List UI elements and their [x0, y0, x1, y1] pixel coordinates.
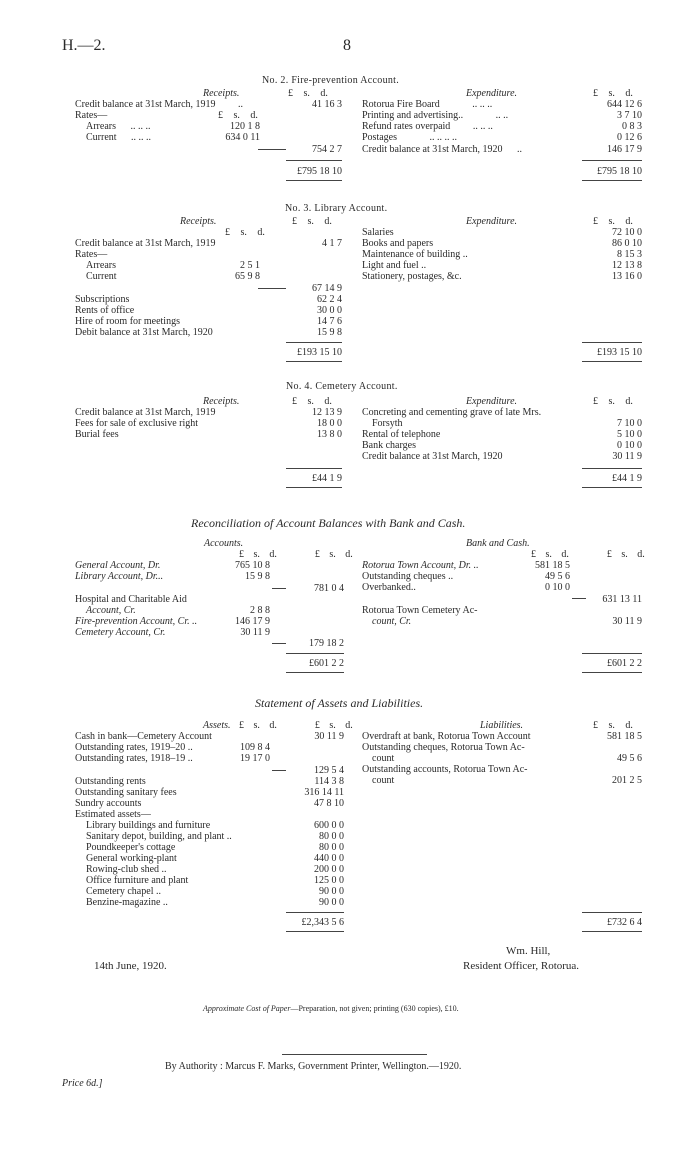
total: £732 6 4 — [607, 917, 642, 928]
total: £193 15 10 — [297, 347, 342, 358]
divider — [582, 931, 642, 932]
fire-cols-left: £ s. d. — [288, 88, 328, 99]
amount: 120 1 8 — [230, 121, 260, 132]
list-item: Outstanding accounts, Rotorua Town Ac- — [362, 764, 528, 775]
list-item: Maintenance of building .. — [362, 249, 468, 260]
list-item: Rental of telephone — [362, 429, 441, 440]
list-item: Rotorua Town Cemetery Ac- — [362, 605, 478, 616]
library-cols-right: £ s. d. — [593, 216, 633, 227]
divider — [286, 653, 344, 654]
amount: 90 0 0 — [319, 886, 344, 897]
document-code: H.—2. — [62, 37, 106, 54]
list-item: Hire of room for meetings — [75, 316, 180, 327]
list-item: Rowing-club shed .. — [86, 864, 167, 875]
list-item: Forsyth — [372, 418, 403, 429]
amount: 49 5 6 — [617, 753, 642, 764]
amount: 72 10 0 — [612, 227, 642, 238]
total: £795 18 10 — [597, 166, 642, 177]
assets-cols-right: £ s. d. — [593, 720, 633, 731]
list-item: Books and papers — [362, 238, 434, 249]
amount: 109 8 4 — [240, 742, 270, 753]
divider — [582, 672, 642, 673]
amount: 14 7 6 — [317, 316, 342, 327]
list-item: Sundry accounts — [75, 798, 142, 809]
amount: 8 15 3 — [617, 249, 642, 260]
divider — [286, 361, 342, 362]
amount: 201 2 5 — [612, 775, 642, 786]
amount: 129 5 4 — [314, 765, 344, 776]
cemetery-cols-left: £ s. d. — [292, 396, 332, 407]
amount: 12 13 9 — [312, 407, 342, 418]
list-item: Current — [86, 271, 117, 282]
list-item: General working-plant — [86, 853, 177, 864]
divider — [286, 160, 342, 161]
library-expenditure-heading: Expenditure. — [466, 216, 518, 227]
list-item: Outstanding rates, 1919–20 .. — [75, 742, 193, 753]
list-item: count, Cr. — [372, 616, 412, 627]
list-item: General Account, Dr. — [75, 560, 161, 571]
price: Price 6d.] — [62, 1078, 103, 1089]
list-item: Credit balance at 31st March, 1920 — [362, 451, 503, 462]
list-item: Rents of office — [75, 305, 135, 316]
total: £795 18 10 — [297, 166, 342, 177]
divider — [582, 180, 642, 181]
amount: 2 8 8 — [250, 605, 270, 616]
amount: 0 8 3 — [622, 121, 642, 132]
amount: 15 9 8 — [245, 571, 270, 582]
list-item: Arrears — [86, 260, 116, 271]
amount: 125 0 0 — [314, 875, 344, 886]
amount: 65 9 8 — [235, 271, 260, 282]
divider — [286, 912, 344, 913]
amount: 0 10 0 — [617, 440, 642, 451]
list-item: count — [372, 753, 395, 764]
list-item: Fire-prevention Account, Cr. .. — [75, 616, 198, 627]
fire-title: No. 2. Fire-prevention Account. — [262, 75, 400, 86]
total: £2,343 5 6 — [301, 917, 344, 928]
list-item: Outstanding cheques .. — [362, 571, 454, 582]
divider — [582, 653, 642, 654]
list-item: Bank charges — [362, 440, 416, 451]
library-subcols: £ s. d. — [225, 227, 265, 238]
amount: 18 0 0 — [317, 418, 342, 429]
divider — [286, 180, 342, 181]
list-item: Rates— — [75, 249, 108, 260]
list-item: Hospital and Charitable Aid — [75, 594, 187, 605]
divider — [286, 342, 342, 343]
divider — [286, 468, 342, 469]
amount: 4 1 7 — [322, 238, 342, 249]
list-item: Salaries — [362, 227, 394, 238]
amount: 90 0 0 — [319, 897, 344, 908]
list-item: Credit balance at 31st March, 1920 .. — [362, 144, 523, 155]
list-item: Debit balance at 31st March, 1920 — [75, 327, 213, 338]
amount: 30 11 9 — [612, 451, 642, 462]
total: £193 15 10 — [597, 347, 642, 358]
amount: 15 9 8 — [317, 327, 342, 338]
amount: 47 8 10 — [314, 798, 344, 809]
amount: 5 10 0 — [617, 429, 642, 440]
amount: 67 14 9 — [312, 283, 342, 294]
list-item: Credit balance at 31st March, 1919 — [75, 407, 216, 418]
divider — [282, 1054, 427, 1055]
recon-bank-heading: Bank and Cash. — [466, 538, 530, 549]
library-cols-left: £ s. d. — [292, 216, 332, 227]
amount: 644 12 6 — [607, 99, 642, 110]
divider — [286, 931, 344, 932]
list-item: Sanitary depot, building, and plant .. — [86, 831, 232, 842]
list-item: Printing and advertising.. .. .. — [362, 110, 509, 121]
list-item: Account, Cr. — [86, 605, 136, 616]
recon-cols-left: £ s. d. £ s. d. — [239, 549, 353, 560]
amount: 62 2 4 — [317, 294, 342, 305]
amount: 581 18 5 — [607, 731, 642, 742]
amount: 0 12 6 — [617, 132, 642, 143]
total: £601 2 2 — [309, 658, 344, 669]
total: £44 1 9 — [612, 473, 642, 484]
list-item: Outstanding rates, 1918–19 .. — [75, 753, 193, 764]
cemetery-expenditure-heading: Expenditure. — [466, 396, 518, 407]
amount: 581 18 5 — [535, 560, 570, 571]
amount: 179 18 2 — [309, 638, 344, 649]
amount: 754 2 7 — [312, 144, 342, 155]
signature-date: 14th June, 1920. — [94, 960, 167, 972]
fire-cols-right: £ s. d. — [593, 88, 633, 99]
amount: 0 10 0 — [545, 582, 570, 593]
list-item: Stationery, postages, &c. — [362, 271, 462, 282]
amount: 440 0 0 — [314, 853, 344, 864]
cemetery-title: No. 4. Cemetery Account. — [286, 381, 398, 392]
list-item: Credit balance at 31st March, 1919 — [75, 238, 216, 249]
recon-accounts-heading: Accounts. — [204, 538, 244, 549]
amount: 41 16 3 — [312, 99, 342, 110]
list-item: Light and fuel .. — [362, 260, 427, 271]
list-item: Overdraft at bank, Rotorua Town Account — [362, 731, 531, 742]
list-item: Poundkeeper's cottage — [86, 842, 176, 853]
list-item: Outstanding cheques, Rotorua Town Ac- — [362, 742, 525, 753]
amount: 316 14 11 — [304, 787, 344, 798]
list-item: Rates— — [75, 110, 108, 121]
list-item: Outstanding rents — [75, 776, 146, 787]
amount: 30 11 9 — [612, 616, 642, 627]
fire-expenditure-heading: Expenditure. — [466, 88, 518, 99]
divider — [582, 361, 642, 362]
list-item: Overbanked.. — [362, 582, 416, 593]
amount: 19 17 0 — [240, 753, 270, 764]
amount: 80 0 0 — [319, 831, 344, 842]
amount: 2 5 1 — [240, 260, 260, 271]
page-number: 8 — [343, 37, 351, 54]
divider — [582, 160, 642, 161]
total: £44 1 9 — [312, 473, 342, 484]
list-item: Cemetery chapel .. — [86, 886, 161, 897]
cost-note: Approximate Cost of Paper—Preparation, not given; printing (630 copies), £10. — [203, 1004, 459, 1013]
divider — [582, 487, 642, 488]
assets-cols-left: £ s. d. £ s. d. — [239, 720, 353, 731]
amount: 49 5 6 — [545, 571, 570, 582]
list-item: Library Account, Dr... — [75, 571, 164, 582]
signatory-position: Resident Officer, Rotorua. — [463, 960, 580, 972]
cemetery-cols-right: £ s. d. — [593, 396, 633, 407]
list-item: Fees for sale of exclusive right — [75, 418, 199, 429]
fire-receipts-heading: Receipts. — [203, 88, 240, 99]
amount: 13 16 0 — [612, 271, 642, 282]
amount: 114 3 8 — [314, 776, 344, 787]
amount: 86 0 10 — [612, 238, 642, 249]
list-item: Rotorua Town Account, Dr. .. — [362, 560, 479, 571]
list-item: Office furniture and plant — [86, 875, 189, 886]
signatory-name: Wm. Hill, — [506, 945, 551, 957]
recon-cols-right: £ s. d. £ s. d. — [531, 549, 645, 560]
library-title: No. 3. Library Account. — [285, 203, 388, 214]
list-item: Current .. .. .. — [86, 132, 152, 143]
cemetery-receipts-heading: Receipts. — [203, 396, 240, 407]
assets-title: Statement of Assets and Liabilities. — [255, 696, 424, 710]
divider — [582, 342, 642, 343]
library-receipts-heading: Receipts. — [180, 216, 217, 227]
list-item: Concreting and cementing grave of late Mrs. — [362, 407, 542, 418]
list-item: Benzine-magazine .. — [86, 897, 168, 908]
amount: 200 0 0 — [314, 864, 344, 875]
divider — [286, 487, 342, 488]
amount: 13 8 0 — [317, 429, 342, 440]
list-item: Burial fees — [75, 429, 119, 440]
liabilities-heading: Liabilities. — [480, 720, 524, 731]
amount: 7 10 0 — [617, 418, 642, 429]
amount: 631 13 11 — [602, 594, 642, 605]
amount: 634 0 11 — [225, 132, 260, 143]
list-item: Subscriptions — [75, 294, 130, 305]
list-item: Refund rates overpaid .. .. .. — [362, 121, 493, 132]
amount: 146 17 9 — [607, 144, 642, 155]
list-item: Outstanding sanitary fees — [75, 787, 177, 798]
amount: 3 7 10 — [617, 110, 642, 121]
amount: 30 11 9 — [314, 731, 344, 742]
amount: 765 10 8 — [235, 560, 270, 571]
list-item: Rotorua Fire Board .. .. .. — [362, 99, 493, 110]
fire-subcols: £ s. d. — [218, 110, 258, 121]
list-item: Cemetery Account, Cr. — [75, 627, 166, 638]
list-item: count — [372, 775, 395, 786]
amount: 30 0 0 — [317, 305, 342, 316]
amount: 12 13 8 — [612, 260, 642, 271]
total: £601 2 2 — [607, 658, 642, 669]
divider — [286, 672, 344, 673]
authority-line: By Authority : Marcus F. Marks, Government Printer, Wellington.—1920. — [165, 1061, 462, 1072]
recon-title: Reconciliation of Account Balances with Bank and Cash. — [191, 516, 466, 530]
amount: 146 17 9 — [235, 616, 270, 627]
divider — [582, 468, 642, 469]
list-item: Estimated assets— — [75, 809, 151, 820]
list-item: Cash in bank—Cemetery Account — [75, 731, 212, 742]
list-item: Library buildings and furniture — [86, 820, 211, 831]
list-item: Arrears .. .. .. — [86, 121, 151, 132]
list-item: Postages .. .. .. .. — [362, 132, 457, 143]
amount: 80 0 0 — [319, 842, 344, 853]
amount: 600 0 0 — [314, 820, 344, 831]
assets-heading: Assets. — [203, 720, 231, 731]
list-item: Credit balance at 31st March, 1919 .. — [75, 99, 244, 110]
amount: 30 11 9 — [240, 627, 270, 638]
divider — [582, 912, 642, 913]
amount: 781 0 4 — [314, 583, 344, 594]
